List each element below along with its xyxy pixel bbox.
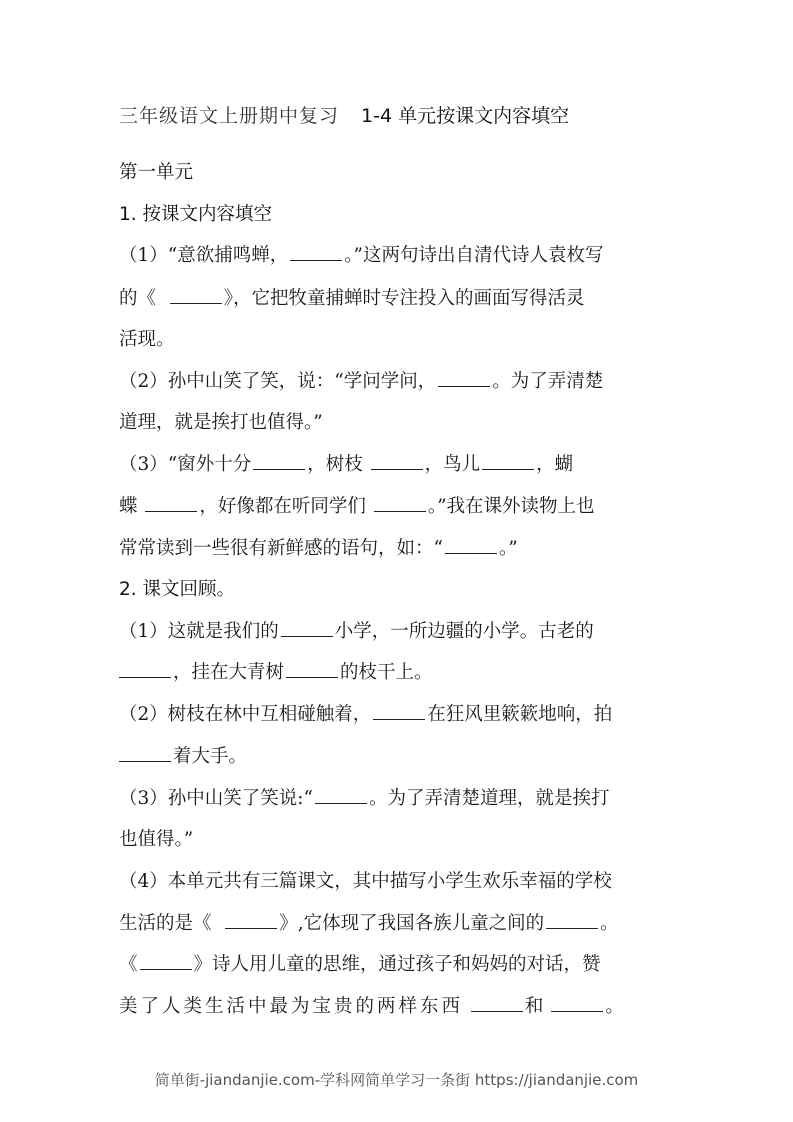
s2-q3-line1: （3）孙中山笑了笑说:“ 。为了弄清楚道理，就是挨打 [119,788,610,809]
s2-q4-line1: （4）本单元共有三篇课文，其中描写小学生欢乐幸福的学校 [119,871,612,892]
fill-blank[interactable] [371,453,423,470]
s1-q3-line2: 蝶 ，好像都在听同学们 。”我在课外读物上也 [119,496,595,517]
fill-blank[interactable] [373,703,425,720]
fill-blank[interactable] [482,453,534,470]
fill-blank[interactable] [546,912,598,929]
s2-q4-line3: 《 》诗人用儿童的思维，通过孩子和妈妈的对话，赞 [119,954,601,975]
fill-blank[interactable] [119,745,171,762]
s2-q4-line4: 美了人类生活中最为宝贵的两样东西 和 。 [119,996,624,1017]
fill-blank[interactable] [286,661,338,678]
s2-q3-line2: 也值得。” [119,829,194,850]
s2-q1-line1: （1）这就是我们的 小学，一所边疆的小学。古老的 [119,621,594,642]
s2-q2-line2: 着大手。 [119,745,679,769]
section-1-heading: 1. 按课文内容填空 [119,204,273,225]
s1-q2-line2: 道理，就是挨打也值得。” [119,412,323,433]
fill-blank[interactable] [140,953,192,970]
fill-blank[interactable] [471,995,523,1012]
fill-blank[interactable] [119,661,171,678]
s2-q1-line2: ，挂在大青树 的枝干上。 [119,661,679,685]
fill-blank[interactable] [315,787,367,804]
section-2-heading: 2. 课文回顾。 [119,579,236,600]
title-main: 1-4 单元按课文内容填空 [361,105,570,127]
title-prefix: 三年级语文上册期中复习 [119,105,340,127]
s1-q3-line3: 常常读到一些很有新鲜感的语句，如：“ 。” [119,538,518,559]
fill-blank[interactable] [145,495,197,512]
s1-q1-line2: 的《 》，它把牧童捕蝉时专注投入的画面写得活灵 [119,288,585,309]
fill-blank[interactable] [253,453,305,470]
unit-heading: 第一单元 [119,162,194,183]
fill-blank[interactable] [438,370,490,387]
s1-q3-line1: （3）“窗外十分 ，树枝 ，鸟儿 ，蝴 [119,454,574,475]
fill-blank[interactable] [374,495,426,512]
s2-q2-line1: （2）树枝在林中互相碰触着， 在狂风里簌簌地响，拍 [119,704,613,725]
fill-blank[interactable] [551,995,603,1012]
s1-q2-line1: （2）孙中山笑了笑，说：“学问学问， 。为了弄清楚 [119,371,604,392]
s2-q4-line2: 生活的是《 》,它体现了我国各族儿童之间的 。 [119,913,619,934]
footer-watermark: 简单街-jiandanjie.com-学科网简单学习一条街 https://jiandanjie.com [154,1071,639,1089]
s1-q1-line3: 活现。 [119,329,175,350]
fill-blank[interactable] [225,912,277,929]
fill-blank[interactable] [281,620,333,637]
fill-blank[interactable] [445,537,497,554]
s1-q1-line1: （1）“意欲捕鸣蝉， 。”这两句诗出自清代诗人袁枚写 [119,245,604,266]
fill-blank[interactable] [290,244,342,261]
fill-blank[interactable] [170,287,222,304]
page-title [119,104,679,128]
